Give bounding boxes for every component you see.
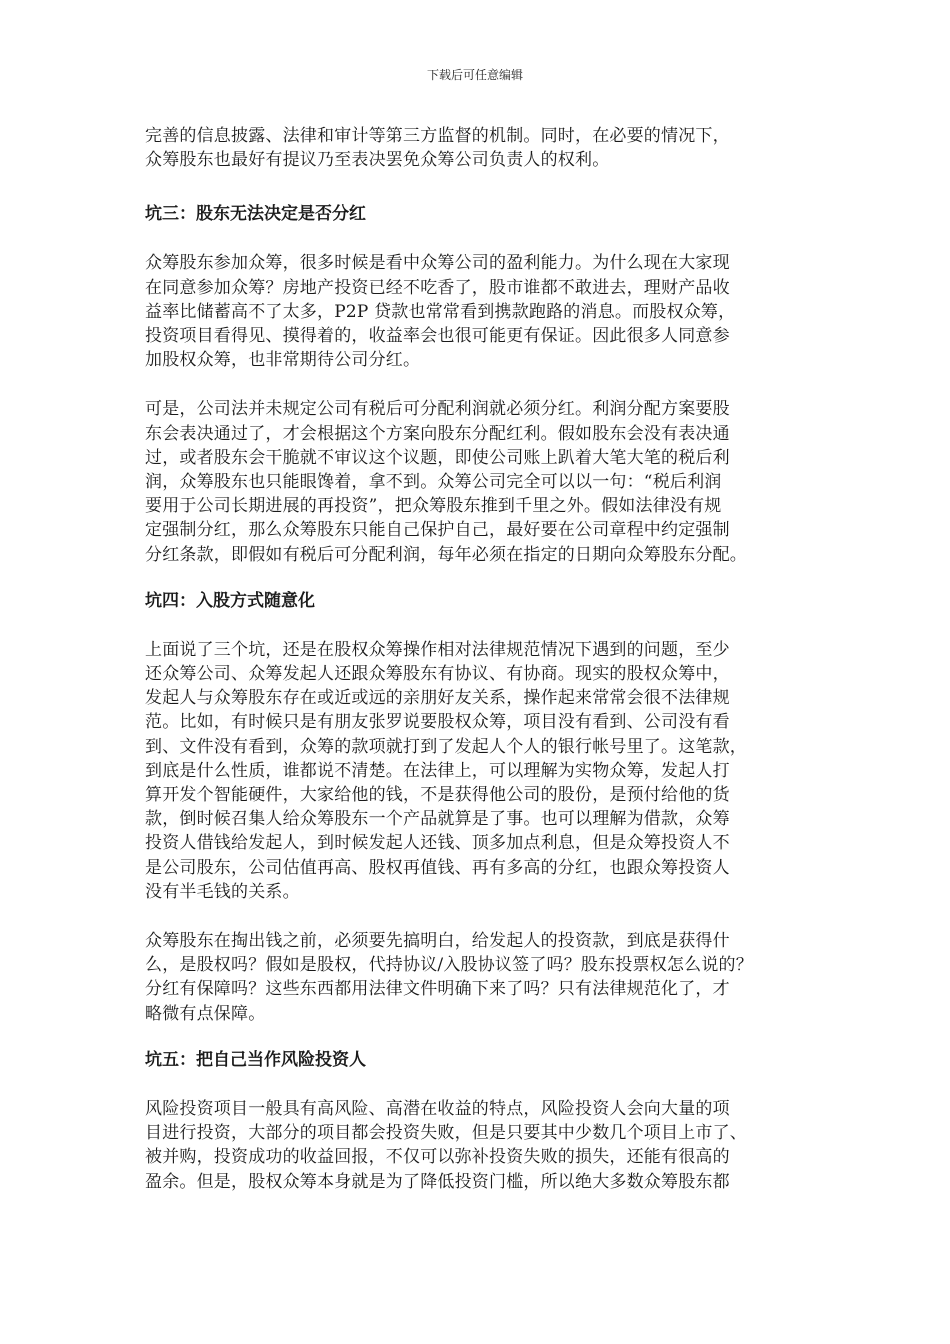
section-heading-pit-four: 坑四：入股方式随意化 bbox=[145, 590, 315, 611]
text-line: 款，倒时候召集人给众筹股东一个产品就算是了事。也可以理解为借款，众筹 bbox=[145, 809, 730, 830]
text-line: 众筹股东参加众筹，很多时候是看中众筹公司的盈利能力。为什么现在大家现 bbox=[145, 253, 730, 274]
text-line: 众筹股东也最好有提议乃至表决罢免众筹公司负责人的权利。 bbox=[145, 150, 610, 171]
text-line: 东会表决通过了，才会根据这个方案向股东分配红利。假如股东会没有表决通 bbox=[145, 423, 730, 444]
page-header: 下载后可任意编辑 bbox=[426, 68, 523, 82]
text-line: 算开发个智能硬件，大家给他的钱，不是获得他公司的股份，是预付给他的货 bbox=[145, 785, 730, 806]
paragraph-why-crowdfund bbox=[145, 251, 807, 372]
section-heading-pit-five: 坑五：把自己当作风险投资人 bbox=[145, 1049, 366, 1070]
text-line: 在同意参加众筹？房地产投资已经不吃香了，股市谁都不敢进去，理财产品收 bbox=[145, 277, 730, 298]
paragraph-supervision bbox=[145, 124, 807, 172]
section-heading-pit-three: 坑三：股东无法决定是否分红 bbox=[145, 204, 366, 225]
text-line: 风险投资项目一般具有高风险、高潜在收益的特点，风险投资人会向大量的项 bbox=[145, 1098, 730, 1119]
paragraph-dividend-law bbox=[145, 397, 807, 566]
text-line: 分红条款，即假如有税后可分配利润，每年必须在指定的日期向众筹股东分配。 bbox=[145, 544, 747, 565]
text-line: 要用于公司长期进展的再投资”，把众筹股东推到千里之外。假如法律没有规 bbox=[145, 496, 722, 517]
text-line: 过，或者股东会干脆就不审议这个议题，即使公司账上趴着大笔大笔的税后利 bbox=[145, 447, 730, 468]
text-line: 盈余。但是，股权众筹本身就是为了降低投资门槛，所以绝大多数众筹股东都 bbox=[145, 1171, 730, 1192]
text-line: 上面说了三个坑，还是在股权众筹操作相对法律规范情况下遇到的问题，至少 bbox=[145, 639, 730, 660]
text-line: 可是，公司法并未规定公司有税后可分配利润就必须分红。利润分配方案要股 bbox=[145, 399, 730, 420]
text-line: 么，是股权吗？假如是股权，代持协议/入股协议签了吗？股东投票权怎么说的？ bbox=[145, 955, 753, 976]
text-line: 到、文件没有看到，众筹的款项就打到了发起人个人的银行帐号里了。这笔款， bbox=[145, 736, 747, 757]
text-line: 众筹股东在掏出钱之前，必须要先搞明白，给发起人的投资款，到底是获得什 bbox=[145, 931, 730, 952]
paragraph-clarify-before-paying bbox=[145, 929, 807, 1026]
text-line: 益率比储蓄高不了太多，P2P 贷款也常常看到携款跑路的消息。而股权众筹， bbox=[145, 301, 736, 322]
text-line: 被并购，投资成功的收益回报，不仅可以弥补投资失败的损失，还能有很高的 bbox=[145, 1147, 730, 1168]
text-line: 还众筹公司、众筹发起人还跟众筹股东有协议、有协商。现实的股权众筹中， bbox=[145, 664, 730, 685]
text-line: 分红有保障吗？这些东西都用法律文件明确下来了吗？只有法律规范化了，才 bbox=[145, 979, 730, 1000]
text-line: 投资项目看得见、摸得着的，收益率会也很可能更有保证。因此很多人同意参 bbox=[145, 326, 730, 347]
text-line: 投资人借钱给发起人，到时候发起人还钱、顶多加点利息，但是众筹投资人不 bbox=[145, 833, 730, 854]
text-line: 润，众筹股东也只能眼馋着，拿不到。众筹公司完全可以以一句：“税后利润 bbox=[145, 472, 722, 493]
text-line: 没有半毛钱的关系。 bbox=[145, 881, 300, 902]
text-line: 发起人与众筹股东存在或近或远的亲朋好友关系，操作起来常常会很不法律规 bbox=[145, 688, 730, 709]
text-line: 目进行投资，大部分的项目都会投资失败，但是只要其中少数几个项目上市了、 bbox=[145, 1123, 747, 1144]
text-line: 是公司股东，公司估值再高、股权再值钱、再有多高的分红，也跟众筹投资人 bbox=[145, 857, 730, 878]
paragraph-informal-investment bbox=[145, 638, 807, 904]
document-body bbox=[145, 124, 807, 1194]
text-line: 范。比如，有时候只是有朋友张罗说要股权众筹，项目没有看到、公司没有看 bbox=[145, 712, 730, 733]
text-line: 到底是什么性质，谁都说不清楚。在法律上，可以理解为实物众筹，发起人打 bbox=[145, 760, 730, 781]
text-line: 略微有点保障。 bbox=[145, 1003, 266, 1024]
text-line: 完善的信息披露、法律和审计等第三方监督的机制。同时，在必要的情况下， bbox=[145, 126, 730, 146]
text-line: 定强制分红，那么众筹股东只能自己保护自己，最好要在公司章程中约定强制 bbox=[145, 520, 730, 541]
paragraph-venture-capital bbox=[145, 1097, 807, 1194]
text-line: 加股权众筹，也非常期待公司分红。 bbox=[145, 350, 421, 371]
